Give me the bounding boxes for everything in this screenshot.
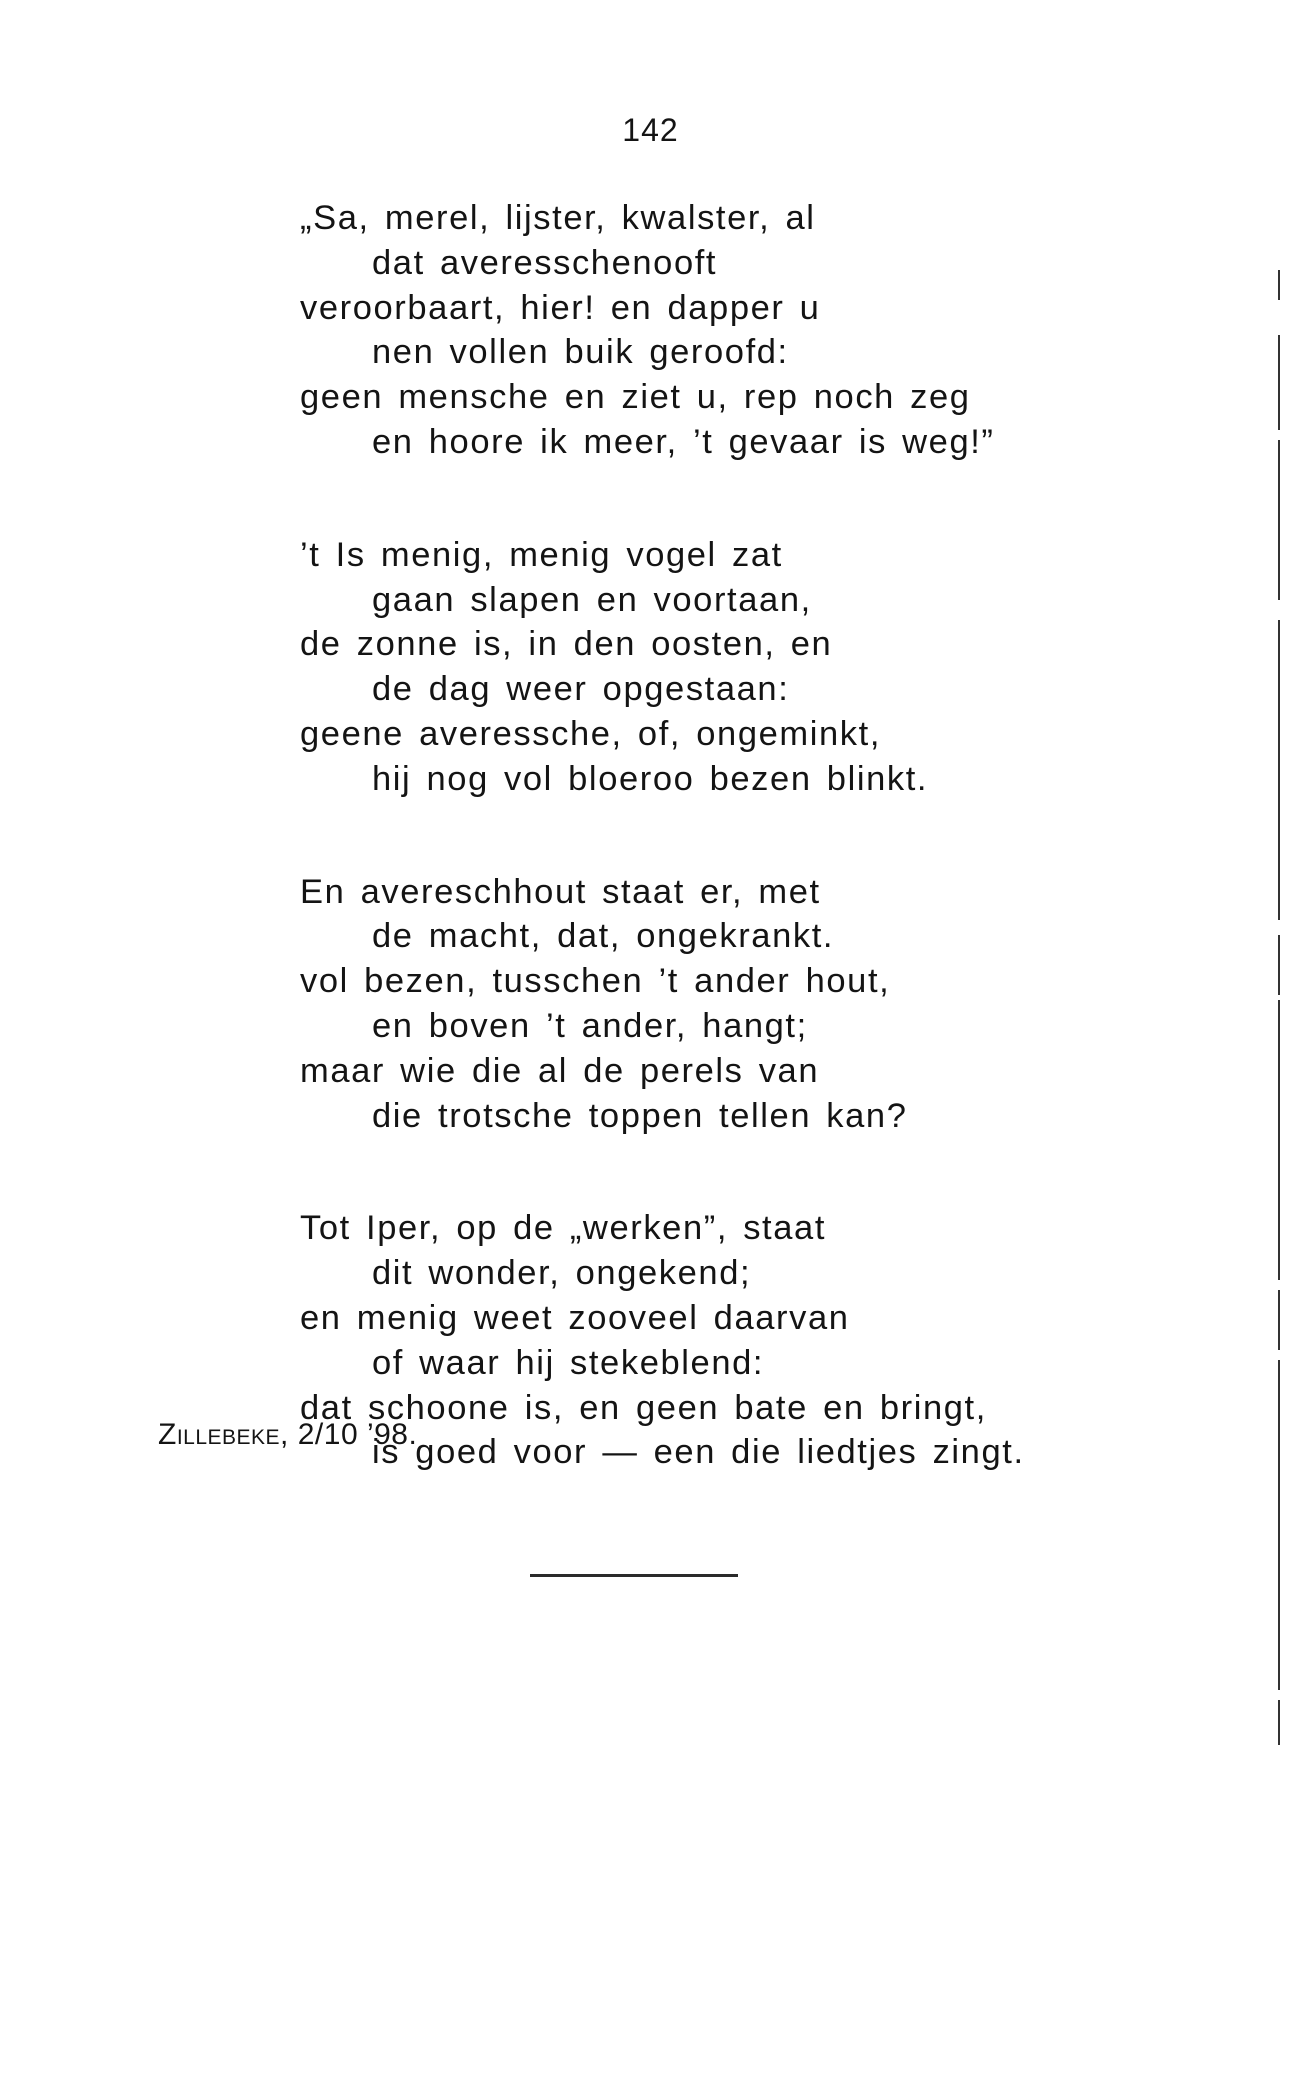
poem-line: Tot Iper, op de „werken”, staat: [300, 1209, 827, 1248]
poem-line: maar wie die al de perels van: [300, 1051, 820, 1090]
poem-line: En avereschhout staat er, met: [300, 872, 821, 911]
signature-date: 2/10 ’98.: [297, 1418, 418, 1451]
poem-line: of waar hij stekeblend:: [372, 1343, 765, 1382]
stanza-3: [300, 870, 1060, 1139]
poem-line: hij nog vol bloeroo bezen blinkt.: [372, 759, 929, 798]
poem: [297, 196, 1060, 1543]
poem-line: gaan slapen en voortaan,: [372, 580, 812, 619]
end-rule-divider: [530, 1574, 738, 1577]
poem-line: dat schoone is, en geen bate en bringt,: [300, 1388, 987, 1427]
signature: [158, 1418, 417, 1452]
poem-line: veroorbaart, hier! en dapper u: [300, 288, 821, 327]
poem-line: geen mensche en ziet u, rep noch zeg: [300, 378, 971, 417]
poem-line: „Sa, merel, lijster, kwalster, al: [300, 199, 816, 237]
poem-line: geene averessche, of, ongeminkt,: [300, 714, 882, 753]
poem-line: de zonne is, in den oosten, en: [300, 625, 833, 664]
poem-line: dat averesschenooft: [372, 243, 718, 282]
poem-line: dit wonder, ongekend;: [372, 1254, 752, 1293]
poem-line: nen vollen buik geroofd:: [372, 333, 789, 372]
poem-line: en hoore ik meer, ’t gevaar is weg!”: [372, 422, 995, 461]
poem-line: is goed voor — een die liedtjes zingt.: [372, 1433, 1025, 1472]
poem-line: en menig weet zooveel daarvan: [300, 1298, 850, 1337]
scan-edge-artifact: [1270, 0, 1301, 2076]
poem-line: de macht, dat, ongekrankt.: [372, 917, 835, 956]
signature-place: Zillebeke,: [158, 1418, 289, 1451]
page-number: 142: [622, 112, 679, 148]
stanza-2: [300, 533, 1060, 802]
poem-line: ’t Is menig, menig vogel zat: [300, 535, 783, 574]
poem-line: vol bezen, tusschen ’t ander hout,: [300, 962, 891, 1001]
poem-line: de dag weer opgestaan:: [372, 670, 790, 709]
poem-line: die trotsche toppen tellen kan?: [372, 1096, 908, 1135]
poem-line: en boven ’t ander, hangt;: [372, 1006, 808, 1045]
stanza-1: [300, 196, 1060, 465]
